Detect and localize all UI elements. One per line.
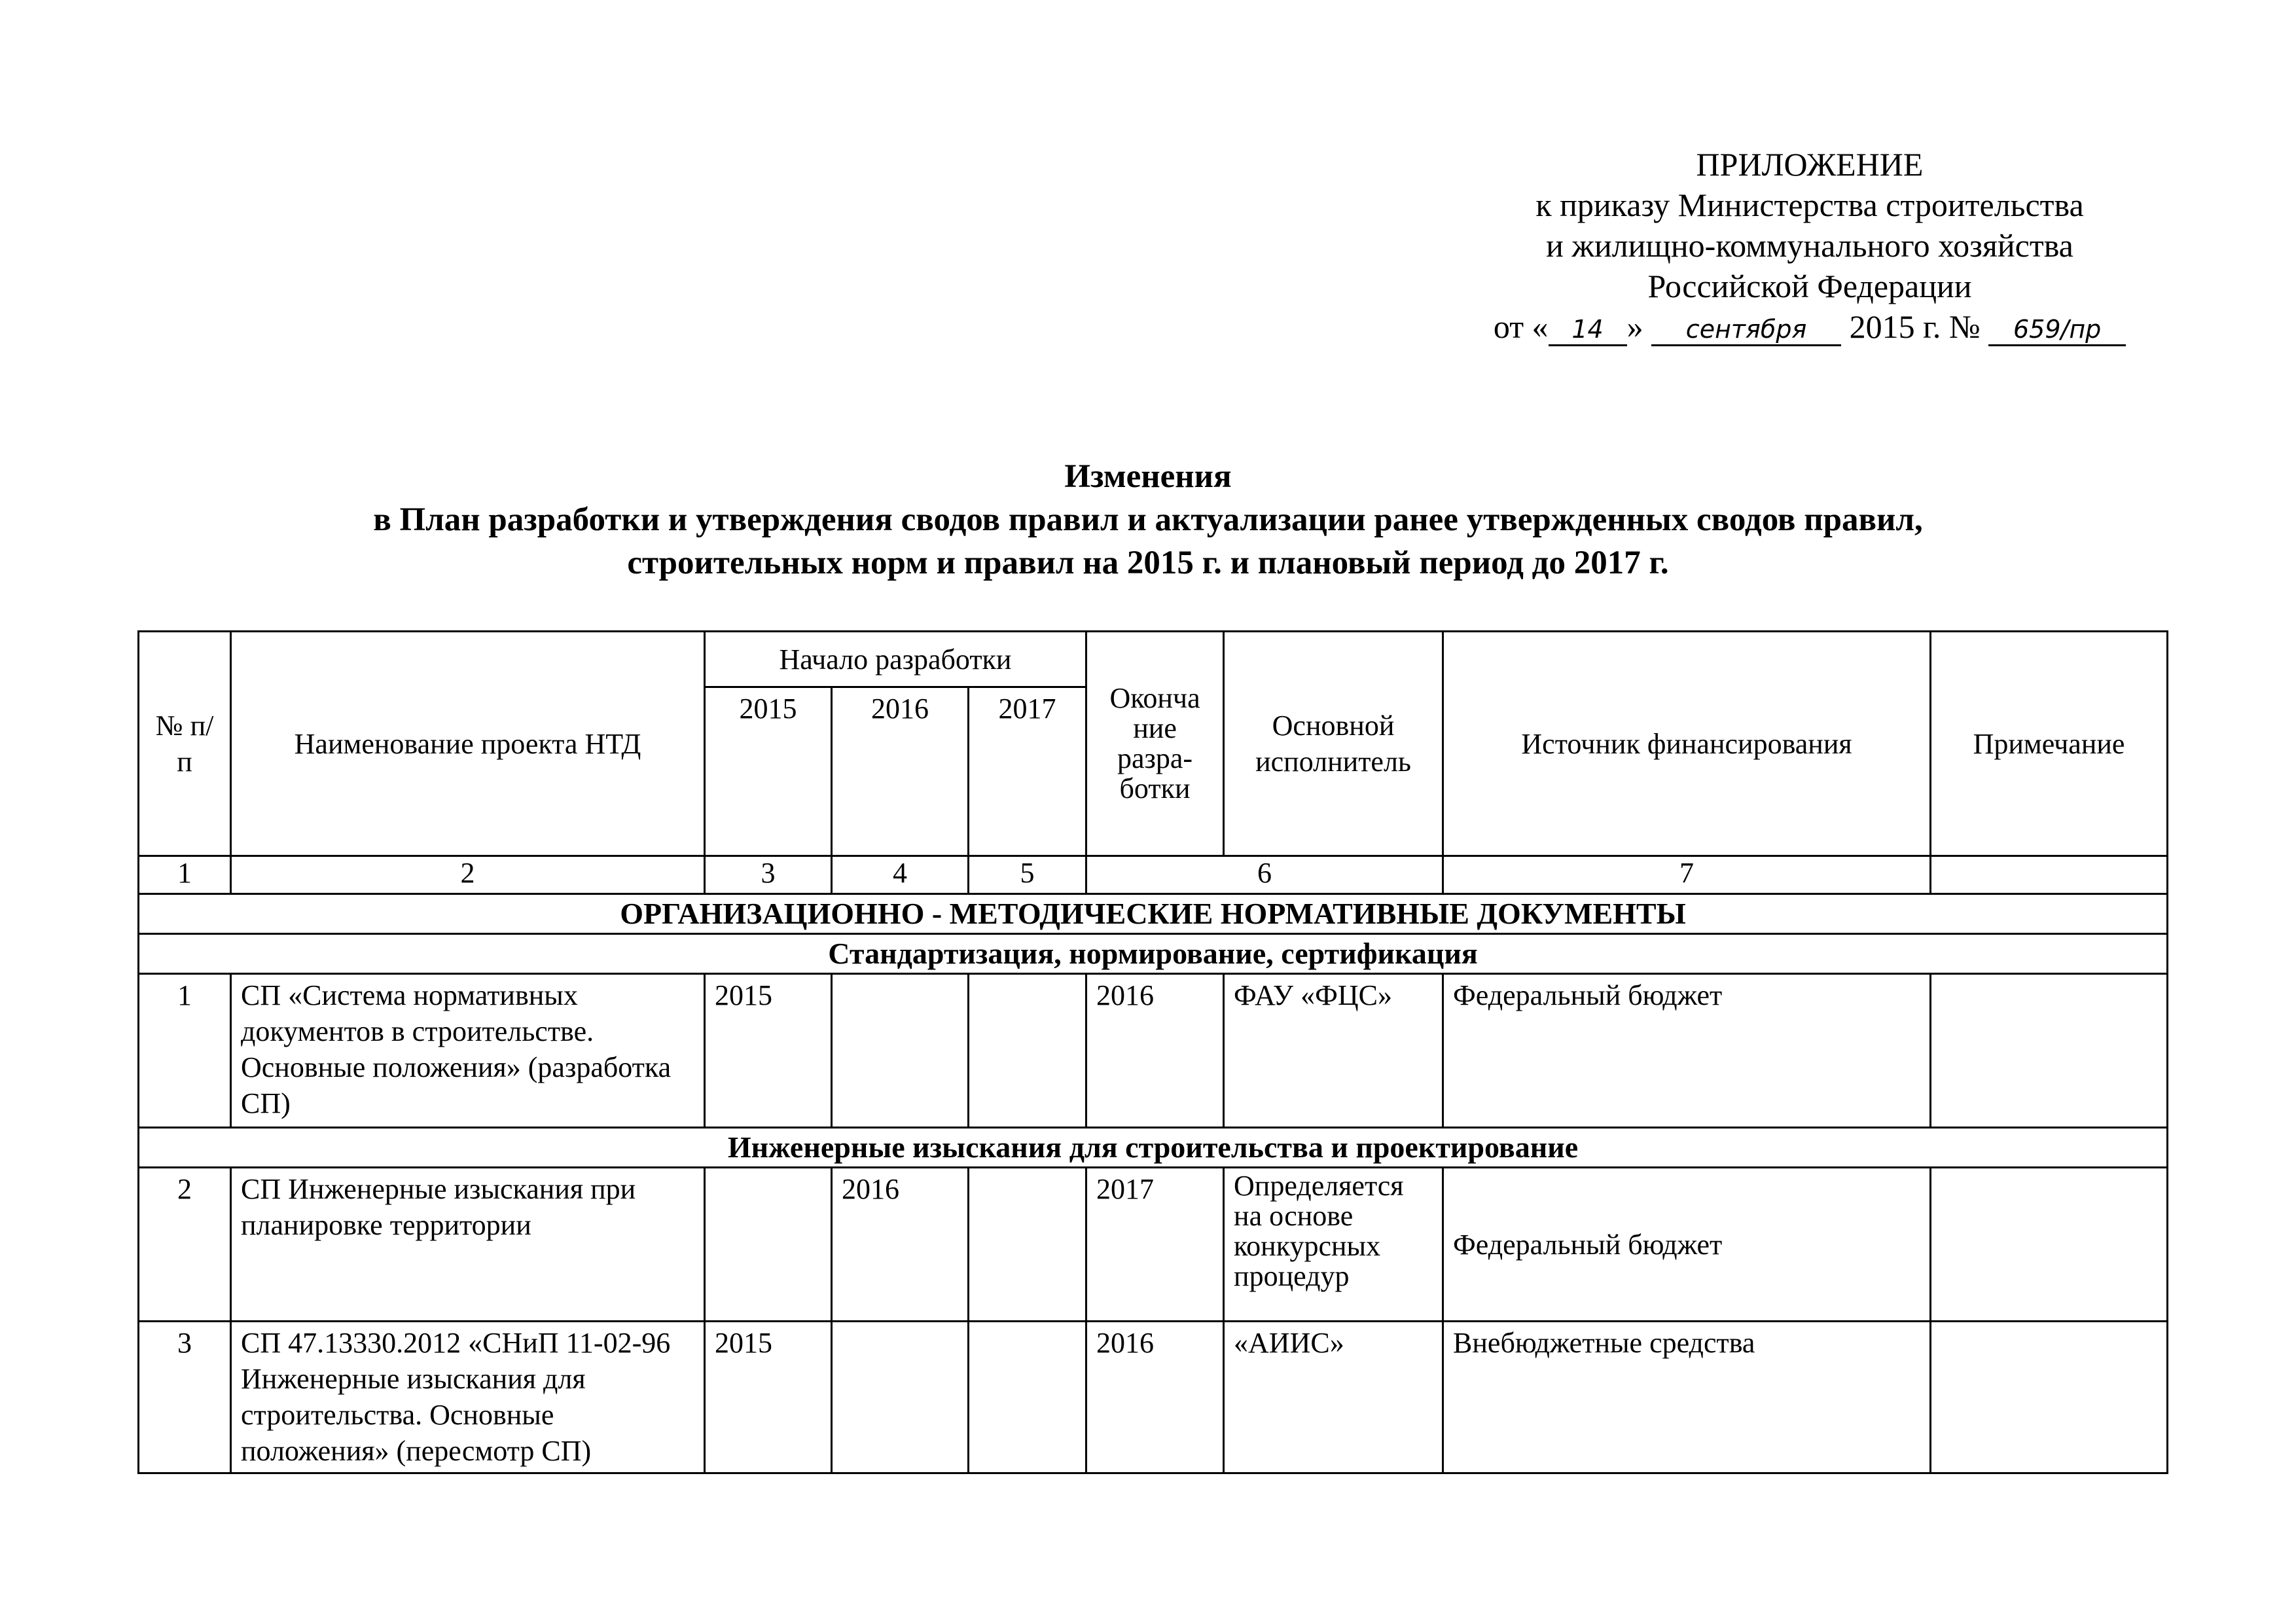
handwritten-month: сентября: [1651, 314, 1841, 346]
row-start-2015: 2015: [705, 1322, 832, 1473]
row-start-2017: [969, 974, 1086, 1128]
row-start-2016: [832, 974, 969, 1128]
header-start: Начало разработки: [705, 632, 1086, 687]
header-end: Оконча ние разра- ботки: [1086, 632, 1224, 856]
row-num: 2: [139, 1168, 231, 1322]
row-start-2017: [969, 1168, 1086, 1322]
header-year-2015: 2015: [705, 687, 832, 856]
col-number: [1931, 856, 2168, 894]
header-num: № п/п: [139, 632, 231, 856]
subsection-row: [139, 1128, 2168, 1168]
row-finance: Внебюджетные средства: [1443, 1322, 1931, 1473]
section-row: [139, 894, 2168, 934]
handwritten-day: 14: [1549, 314, 1627, 346]
table-row: [139, 1168, 2168, 1322]
col-number: 1: [139, 856, 231, 894]
year-text: 2015 г. №: [1849, 308, 1981, 345]
row-name: СП Инженерные изыскания при планировке территории: [231, 1168, 705, 1322]
row-finance: Федеральный бюджет: [1443, 974, 1931, 1128]
row-executor: ФАУ «ФЦС»: [1224, 974, 1443, 1128]
col-number: 7: [1443, 856, 1931, 894]
row-note: [1931, 974, 2168, 1128]
header-executor: Основной исполнитель: [1224, 632, 1443, 856]
row-num: 3: [139, 1322, 231, 1473]
date-prefix: от «: [1493, 308, 1549, 345]
row-executor: Определяется на основе конкурсных процедур: [1224, 1168, 1443, 1322]
heading-line-1: Изменения: [1064, 458, 1232, 495]
header-year-2016: 2016: [832, 687, 969, 856]
col-number: 4: [832, 856, 969, 894]
row-start-2016: 2016: [832, 1168, 969, 1322]
section-title: ОРГАНИЗАЦИОННО - МЕТОДИЧЕСКИЕ НОРМАТИВНЫЕ ДОКУМЕНТЫ: [139, 894, 2168, 934]
row-end: 2016: [1086, 974, 1224, 1128]
annex-line-2: и жилищно-коммунального хозяйства: [1546, 227, 2073, 264]
row-note: [1931, 1322, 2168, 1473]
col-number: 2: [231, 856, 705, 894]
header-note: Примечание: [1931, 632, 2168, 856]
header-row-1: [139, 632, 2168, 687]
col-number: 5: [969, 856, 1086, 894]
column-number-row: [139, 856, 2168, 894]
heading-line-2: в План разработки и утверждения сводов правил и актуализации ранее утвержденных сводов правил,: [373, 501, 1923, 538]
handwritten-order-number: 659/пр: [1988, 314, 2126, 346]
annex-line-3: Российской Федерации: [1647, 268, 1972, 304]
subsection-title: Инженерные изыскания для строительства и проектирование: [139, 1128, 2168, 1168]
table-row: [139, 974, 2168, 1128]
annex-line-1: к приказу Министерства строительства: [1535, 187, 2084, 223]
header-year-2017: 2017: [969, 687, 1086, 856]
row-note: [1931, 1168, 2168, 1322]
subsection-row: [139, 934, 2168, 974]
annex-block: [1407, 144, 2212, 347]
col-number: 3: [705, 856, 832, 894]
header-name: Наименование проекта НТД: [231, 632, 705, 856]
row-name: СП 47.13330.2012 «СНиП 11-02-96 Инженерные изыскания для строительства. Основные положения» (пересмотр СП): [231, 1322, 705, 1473]
row-name: СП «Система нормативных документов в строительстве. Основные положения» (разработка СП): [231, 974, 705, 1128]
row-start-2015: 2015: [705, 974, 832, 1128]
annex-title: ПРИЛОЖЕНИЕ: [1696, 146, 1924, 183]
heading-line-3: строительных норм и правил на 2015 г. и плановый период до 2017 г.: [627, 545, 1669, 581]
row-executor: «АИИС»: [1224, 1322, 1443, 1473]
row-start-2017: [969, 1322, 1086, 1473]
row-end: 2016: [1086, 1322, 1224, 1473]
table-row: [139, 1322, 2168, 1473]
document-heading: [118, 455, 2178, 585]
row-start-2015: [705, 1168, 832, 1322]
header-finance: Источник финансирования: [1443, 632, 1931, 856]
annex-date-line: [1407, 306, 2212, 347]
row-finance: Федеральный бюджет: [1443, 1168, 1931, 1322]
row-num: 1: [139, 974, 231, 1128]
row-start-2016: [832, 1322, 969, 1473]
quote-close: »: [1626, 308, 1643, 345]
subsection-title: Стандартизация, нормирование, сертификация: [139, 934, 2168, 974]
plan-table: [137, 630, 2168, 1474]
col-number: 6: [1086, 856, 1443, 894]
row-end: 2017: [1086, 1168, 1224, 1322]
